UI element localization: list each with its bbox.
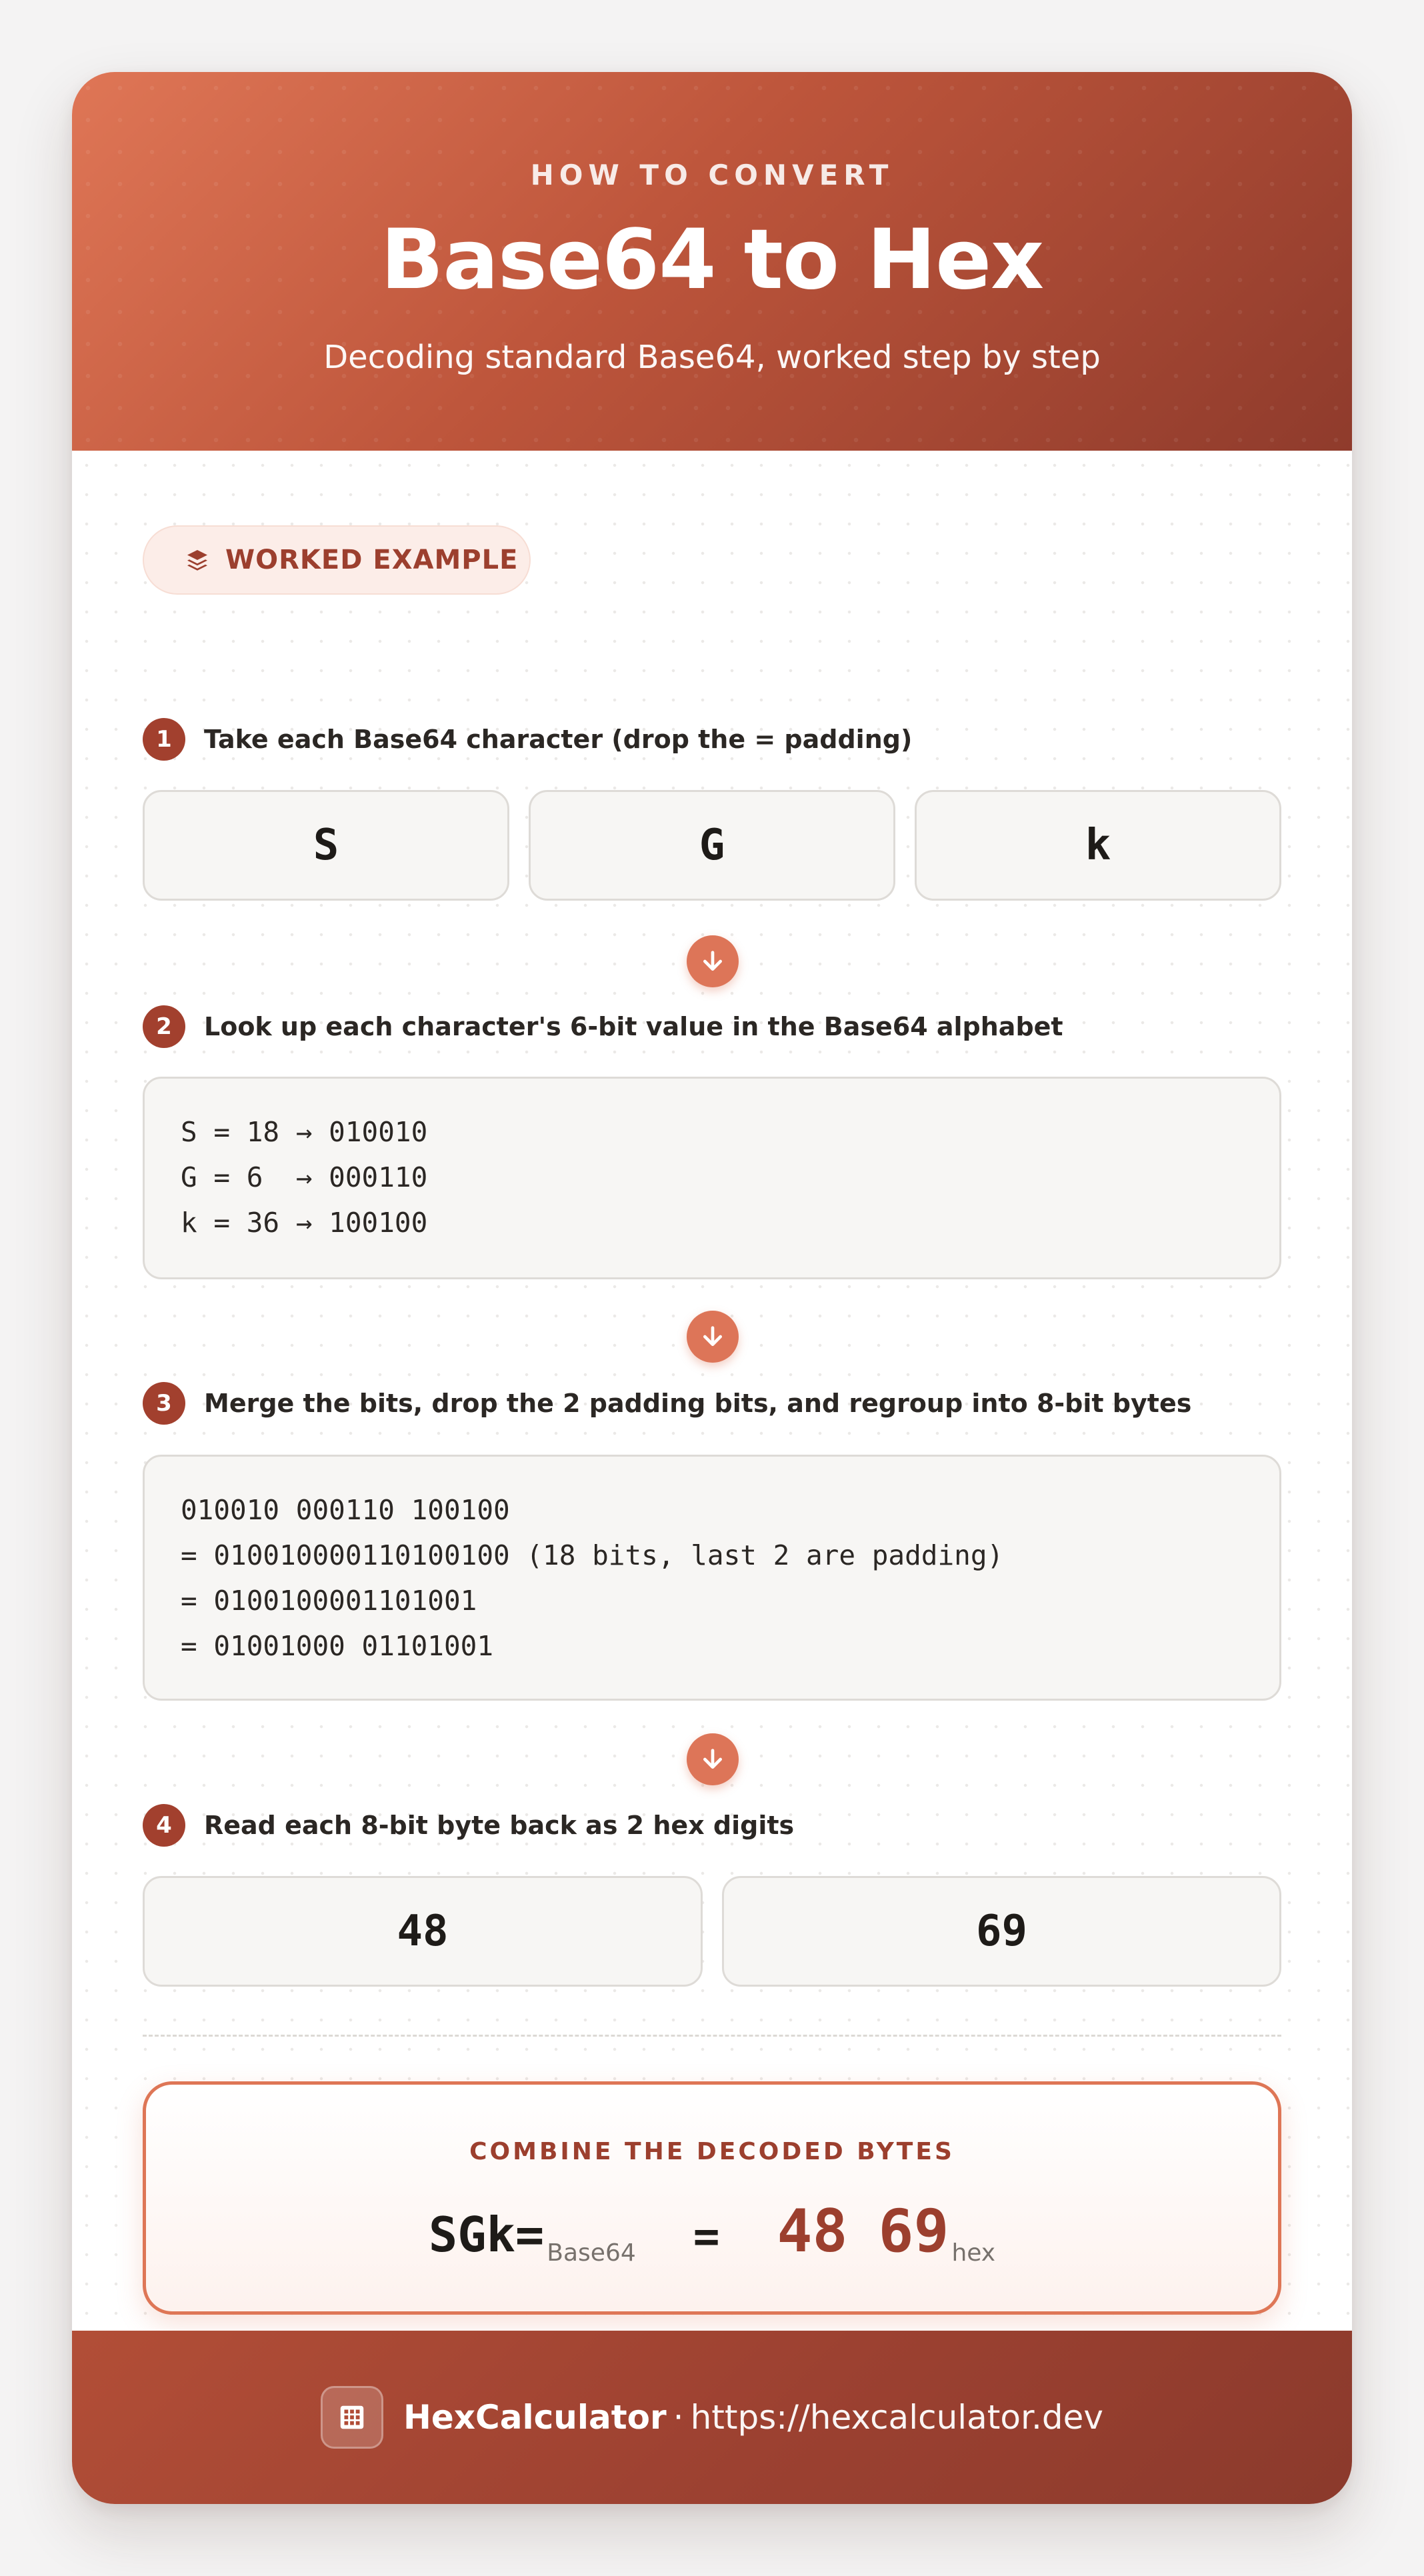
badge-label: WORKED EXAMPLE bbox=[225, 545, 519, 575]
step-number: 1 bbox=[143, 718, 185, 761]
bit-lookup-code-block: S = 18 → 010010 G = 6 → 000110 k = 36 → 100100 bbox=[143, 1077, 1281, 1279]
result-box bbox=[143, 2081, 1281, 2315]
equals-sign: = bbox=[693, 2211, 720, 2262]
step-4-heading bbox=[143, 1804, 794, 1847]
base64-char-tile: S bbox=[143, 790, 509, 901]
hex-output-byte: 48 bbox=[777, 2197, 848, 2265]
header-eyebrow: HOW TO CONVERT bbox=[530, 159, 894, 191]
base64-input: SGk= bbox=[428, 2207, 545, 2263]
hex-byte-tile: 48 bbox=[143, 1876, 703, 1987]
page-subtitle: Decoding standard Base64, worked step by step bbox=[323, 339, 1101, 376]
result-label: COMBINE THE DECODED BYTES bbox=[469, 2138, 955, 2165]
step-text: Look up each character's 6-bit value in the Base64 alphabet bbox=[204, 1012, 1063, 1041]
worked-example-section bbox=[72, 451, 1352, 2331]
hex-byte-tile: 69 bbox=[722, 1876, 1281, 1987]
site-url-link[interactable]: https://hexcalculator.dev bbox=[690, 2398, 1103, 2437]
step-3-heading bbox=[143, 1382, 1191, 1425]
output-base-subscript: hex bbox=[951, 2239, 996, 2267]
footer-bar bbox=[72, 2331, 1352, 2504]
step-number: 3 bbox=[143, 1382, 185, 1425]
worked-example-badge bbox=[143, 525, 531, 595]
step-text: Take each Base64 character (drop the = padding) bbox=[204, 725, 913, 754]
arrow-down-icon bbox=[687, 1311, 739, 1363]
arrow-down-icon bbox=[687, 935, 739, 987]
calculator-grid-icon bbox=[321, 2386, 383, 2449]
step-number: 2 bbox=[143, 1005, 185, 1048]
step-text: Read each 8-bit byte back as 2 hex digits bbox=[204, 1811, 795, 1840]
layers-icon bbox=[185, 548, 209, 572]
base64-char-tile: G bbox=[529, 790, 895, 901]
step-2-heading bbox=[143, 1005, 1063, 1048]
footer-separator: · bbox=[673, 2398, 684, 2437]
input-base-subscript: Base64 bbox=[547, 2239, 636, 2267]
brand-name: HexCalculator bbox=[403, 2398, 667, 2437]
hex-output-byte: 69 bbox=[878, 2197, 949, 2265]
step-number: 4 bbox=[143, 1804, 185, 1847]
header-banner bbox=[72, 72, 1352, 451]
page-title: Base64 to Hex bbox=[380, 212, 1044, 308]
result-equation bbox=[146, 2197, 1278, 2265]
arrow-down-icon bbox=[687, 1733, 739, 1785]
step-1-heading bbox=[143, 718, 912, 761]
bit-regroup-code-block: 010010 000110 100100 = 010010000110100100 (18 bits, last 2 are padding) = 0100100001101001 = 01001000 01101001 bbox=[143, 1455, 1281, 1701]
base64-char-tile: k bbox=[915, 790, 1281, 901]
step-text: Merge the bits, drop the 2 padding bits, and regroup into 8-bit bytes bbox=[204, 1389, 1192, 1418]
converter-card bbox=[72, 72, 1352, 2504]
section-divider bbox=[143, 2035, 1281, 2037]
